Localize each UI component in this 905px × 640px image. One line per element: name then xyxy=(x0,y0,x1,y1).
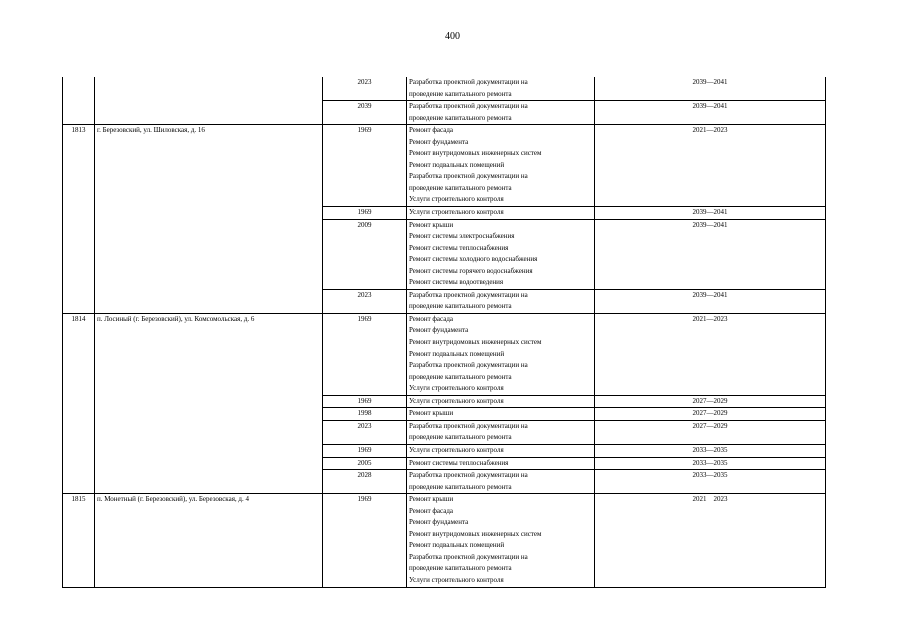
work-item: Ремонт системы электроснабжения xyxy=(409,232,515,241)
table-row xyxy=(63,77,826,101)
work-item: Услуги строительного контроля xyxy=(409,575,504,584)
work-item: Ремонт подвальных помещений xyxy=(409,160,505,169)
works-list xyxy=(407,313,595,395)
element-year: 1998 xyxy=(323,408,407,421)
work-item: Разработка проектной документации на xyxy=(409,421,528,430)
work-item: проведение капитального ремонта xyxy=(409,89,512,98)
work-item: проведение капитального ремонта xyxy=(409,482,512,491)
element-year: 2023 xyxy=(323,420,407,444)
planned-period: 2039—2041 xyxy=(595,77,826,101)
work-item: Разработка проектной документации на xyxy=(409,290,528,299)
element-year: 1969 xyxy=(323,494,407,587)
work-item: проведение капитального ремонта xyxy=(409,113,512,122)
table-body xyxy=(63,77,826,587)
capital-repair-table xyxy=(62,77,826,588)
object-address: п. Монетный (г. Березовский), ул. Березовская, д. 4 xyxy=(95,494,323,587)
works-list xyxy=(407,207,595,220)
object-address: г. Березовский, ул. Шиловская, д. 16 xyxy=(95,125,323,314)
table-row xyxy=(63,494,826,587)
planned-period: 2021—2023 xyxy=(595,125,826,207)
works-list xyxy=(407,457,595,470)
planned-period: 2033—2035 xyxy=(595,444,826,457)
work-item: Разработка проектной документации на xyxy=(409,471,528,480)
works-list xyxy=(407,77,595,101)
work-item: Ремонт крыши xyxy=(409,220,454,229)
works-list xyxy=(407,444,595,457)
element-year: 1969 xyxy=(323,395,407,408)
object-address: п. Лосиный (г. Березовский), ул. Комсомольская, д. 6 xyxy=(95,313,323,493)
table-row xyxy=(63,125,826,207)
element-year: 2005 xyxy=(323,457,407,470)
planned-period: 2039—2041 xyxy=(595,289,826,313)
work-item: проведение капитального ремонта xyxy=(409,433,512,442)
work-item: Услуги строительного контроля xyxy=(409,195,504,204)
planned-period: 2039—2041 xyxy=(595,219,826,289)
element-year: 2023 xyxy=(323,289,407,313)
work-item: проведение капитального ремонта xyxy=(409,564,512,573)
work-item: проведение капитального ремонта xyxy=(409,183,512,192)
work-item: Ремонт фасада xyxy=(409,506,454,515)
work-item: Разработка проектной документации на xyxy=(409,552,528,561)
object-number: 1815 xyxy=(63,494,95,587)
element-year: 1969 xyxy=(323,207,407,220)
work-item: Ремонт внутридомовых инженерных систем xyxy=(409,529,542,538)
element-year: 2009 xyxy=(323,219,407,289)
table-row xyxy=(63,313,826,395)
work-item: Ремонт подвальных помещений xyxy=(409,541,505,550)
planned-period: 2021 2023 xyxy=(595,494,826,587)
works-list xyxy=(407,101,595,125)
object-address xyxy=(95,77,323,125)
work-item: Услуги строительного контроля xyxy=(409,208,504,217)
works-list xyxy=(407,289,595,313)
works-list xyxy=(407,420,595,444)
object-number: 1813 xyxy=(63,125,95,314)
work-item: Ремонт фундамента xyxy=(409,137,469,146)
element-year: 1969 xyxy=(323,444,407,457)
work-item: Ремонт подвальных помещений xyxy=(409,349,505,358)
work-item: Разработка проектной документации на xyxy=(409,102,528,111)
work-item: Услуги строительного контроля xyxy=(409,445,504,454)
work-item: Ремонт системы холодного водоснабжения xyxy=(409,255,538,264)
works-list xyxy=(407,125,595,207)
element-year: 2039 xyxy=(323,101,407,125)
work-item: Ремонт крыши xyxy=(409,409,454,418)
planned-period: 2033—2035 xyxy=(595,470,826,494)
works-list xyxy=(407,408,595,421)
work-item: Услуги строительного контроля xyxy=(409,384,504,393)
work-item: Ремонт системы водоотведения xyxy=(409,278,504,287)
planned-period: 2033—2035 xyxy=(595,457,826,470)
planned-period: 2039—2041 xyxy=(595,207,826,220)
page-number: 400 xyxy=(445,31,460,42)
work-item: Ремонт фасада xyxy=(409,314,454,323)
work-item: Ремонт крыши xyxy=(409,495,454,504)
element-year: 1969 xyxy=(323,125,407,207)
planned-period: 2027—2029 xyxy=(595,420,826,444)
work-item: Ремонт внутридомовых инженерных систем xyxy=(409,149,542,158)
work-item: Ремонт системы теплоснабжения xyxy=(409,458,509,467)
work-item: Ремонт внутридомовых инженерных систем xyxy=(409,338,542,347)
element-year: 2023 xyxy=(323,77,407,101)
works-list xyxy=(407,395,595,408)
work-item: Ремонт фундамента xyxy=(409,326,469,335)
object-number xyxy=(63,77,95,125)
element-year: 2028 xyxy=(323,470,407,494)
planned-period: 2021—2023 xyxy=(595,313,826,395)
planned-period: 2039—2041 xyxy=(595,101,826,125)
works-list xyxy=(407,470,595,494)
work-item: Ремонт системы теплоснабжения xyxy=(409,243,509,252)
work-item: Услуги строительного контроля xyxy=(409,396,504,405)
works-list xyxy=(407,219,595,289)
planned-period: 2027—2029 xyxy=(595,408,826,421)
work-item: Разработка проектной документации на xyxy=(409,172,528,181)
works-list xyxy=(407,494,595,587)
planned-period: 2027—2029 xyxy=(595,395,826,408)
object-number: 1814 xyxy=(63,313,95,493)
work-item: Ремонт фундамента xyxy=(409,518,469,527)
work-item: Разработка проектной документации на xyxy=(409,361,528,370)
element-year: 1969 xyxy=(323,313,407,395)
work-item: Разработка проектной документации на xyxy=(409,78,528,86)
work-item: Ремонт фасада xyxy=(409,126,454,135)
work-item: Ремонт системы горячего водоснабжения xyxy=(409,266,533,275)
work-item: проведение капитального ремонта xyxy=(409,302,512,311)
work-item: проведение капитального ремонта xyxy=(409,372,512,381)
